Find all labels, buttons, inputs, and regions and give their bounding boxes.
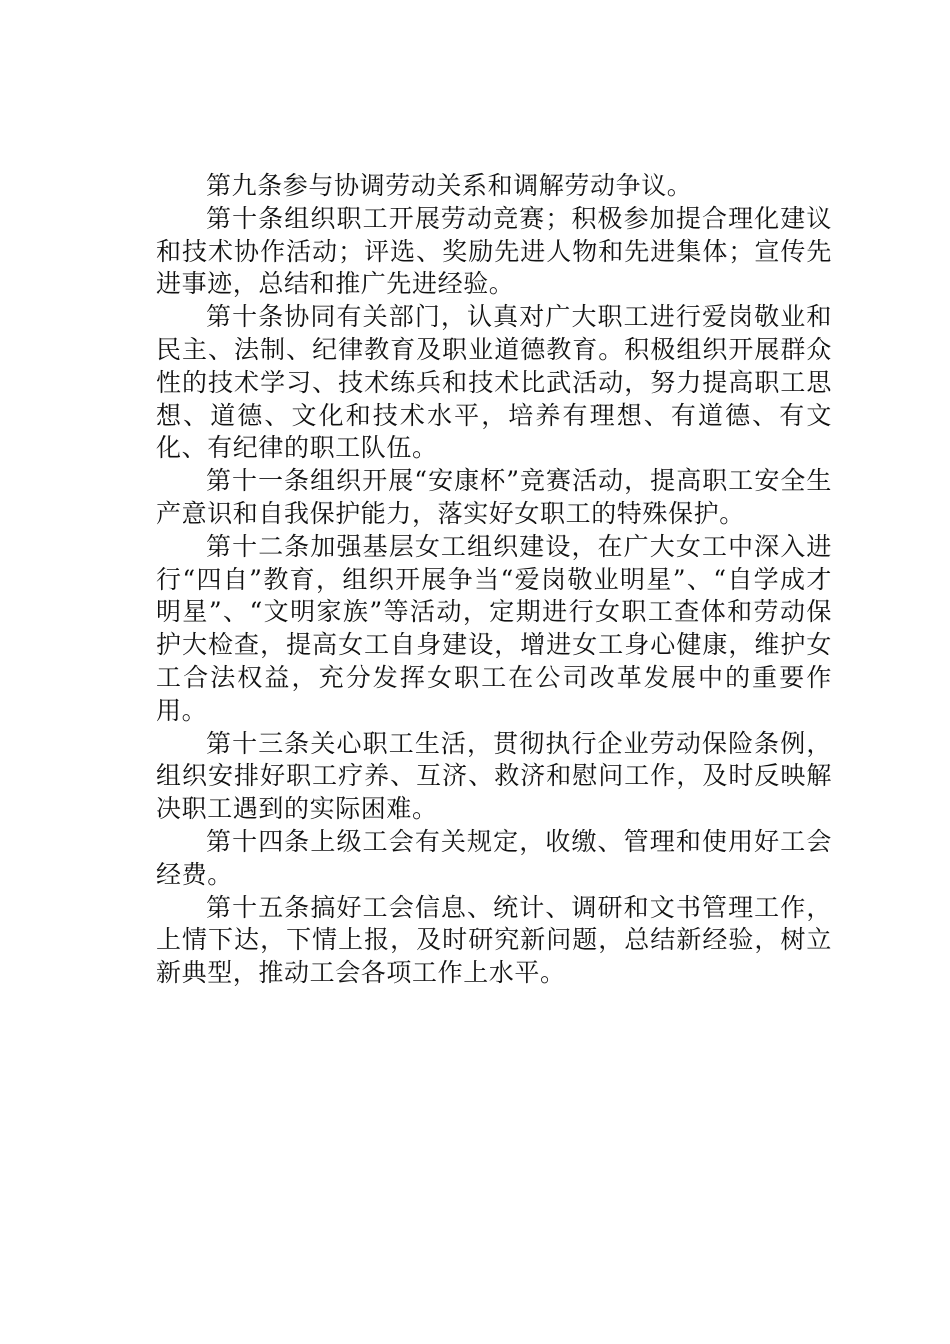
article-10-education: 第十条协同有关部门，认真对广大职工进行爱岗敬业和民主、法制、纪律教育及职业道德教育。积极组织开展群众性的技术学习、技术练兵和技术比武活动，努力提高职工思想、道德、文化和技术水平，培养有理想、有道德、有文化、有纪律的职工队伍。 [156,302,832,463]
article-9: 第九条参与协调劳动关系和调解劳动争议。 [206,171,693,200]
article-11: 第十一条组织开展“安康杯”竞赛活动，提高职工安全生产意识和自我保护能力，落实好女职工的特殊保护。 [156,466,832,528]
article-13: 第十三条关心职工生活，贯彻执行企业劳动保险条例，组织安排好职工疗养、互济、救济和慰问工作，及时反映解决职工遇到的实际困难。 [156,728,832,824]
article-12: 第十二条加强基层女工组织建设，在广大女工中深入进行“四自”教育，组织开展争当“爱岗敬业明星”、“自学成才明星”、“文明家族”等活动，定期进行女职工查体和劳动保护大检查，提高女工自身建设，增进女工身心健康，维护女工合法权益，充分发挥女职工在公司改革发展中的重要作用。 [156,531,832,725]
article-14: 第十四条上级工会有关规定，收缴、管理和使用好工会经费。 [156,826,832,889]
article-10: 第十条组织职工开展劳动竞赛；积极参加提合理化建议和技术协作活动；评选、奖励先进人物和先进集体；宣传先进事迹，总结和推广先进经验。 [156,203,832,299]
article-15: 第十五条搞好工会信息、统计、调研和文书管理工作，上情下达，下情上报，及时研究新问题，总结新经验，树立新典型，推动工会各项工作上水平。 [156,892,832,988]
document-body [156,170,832,990]
